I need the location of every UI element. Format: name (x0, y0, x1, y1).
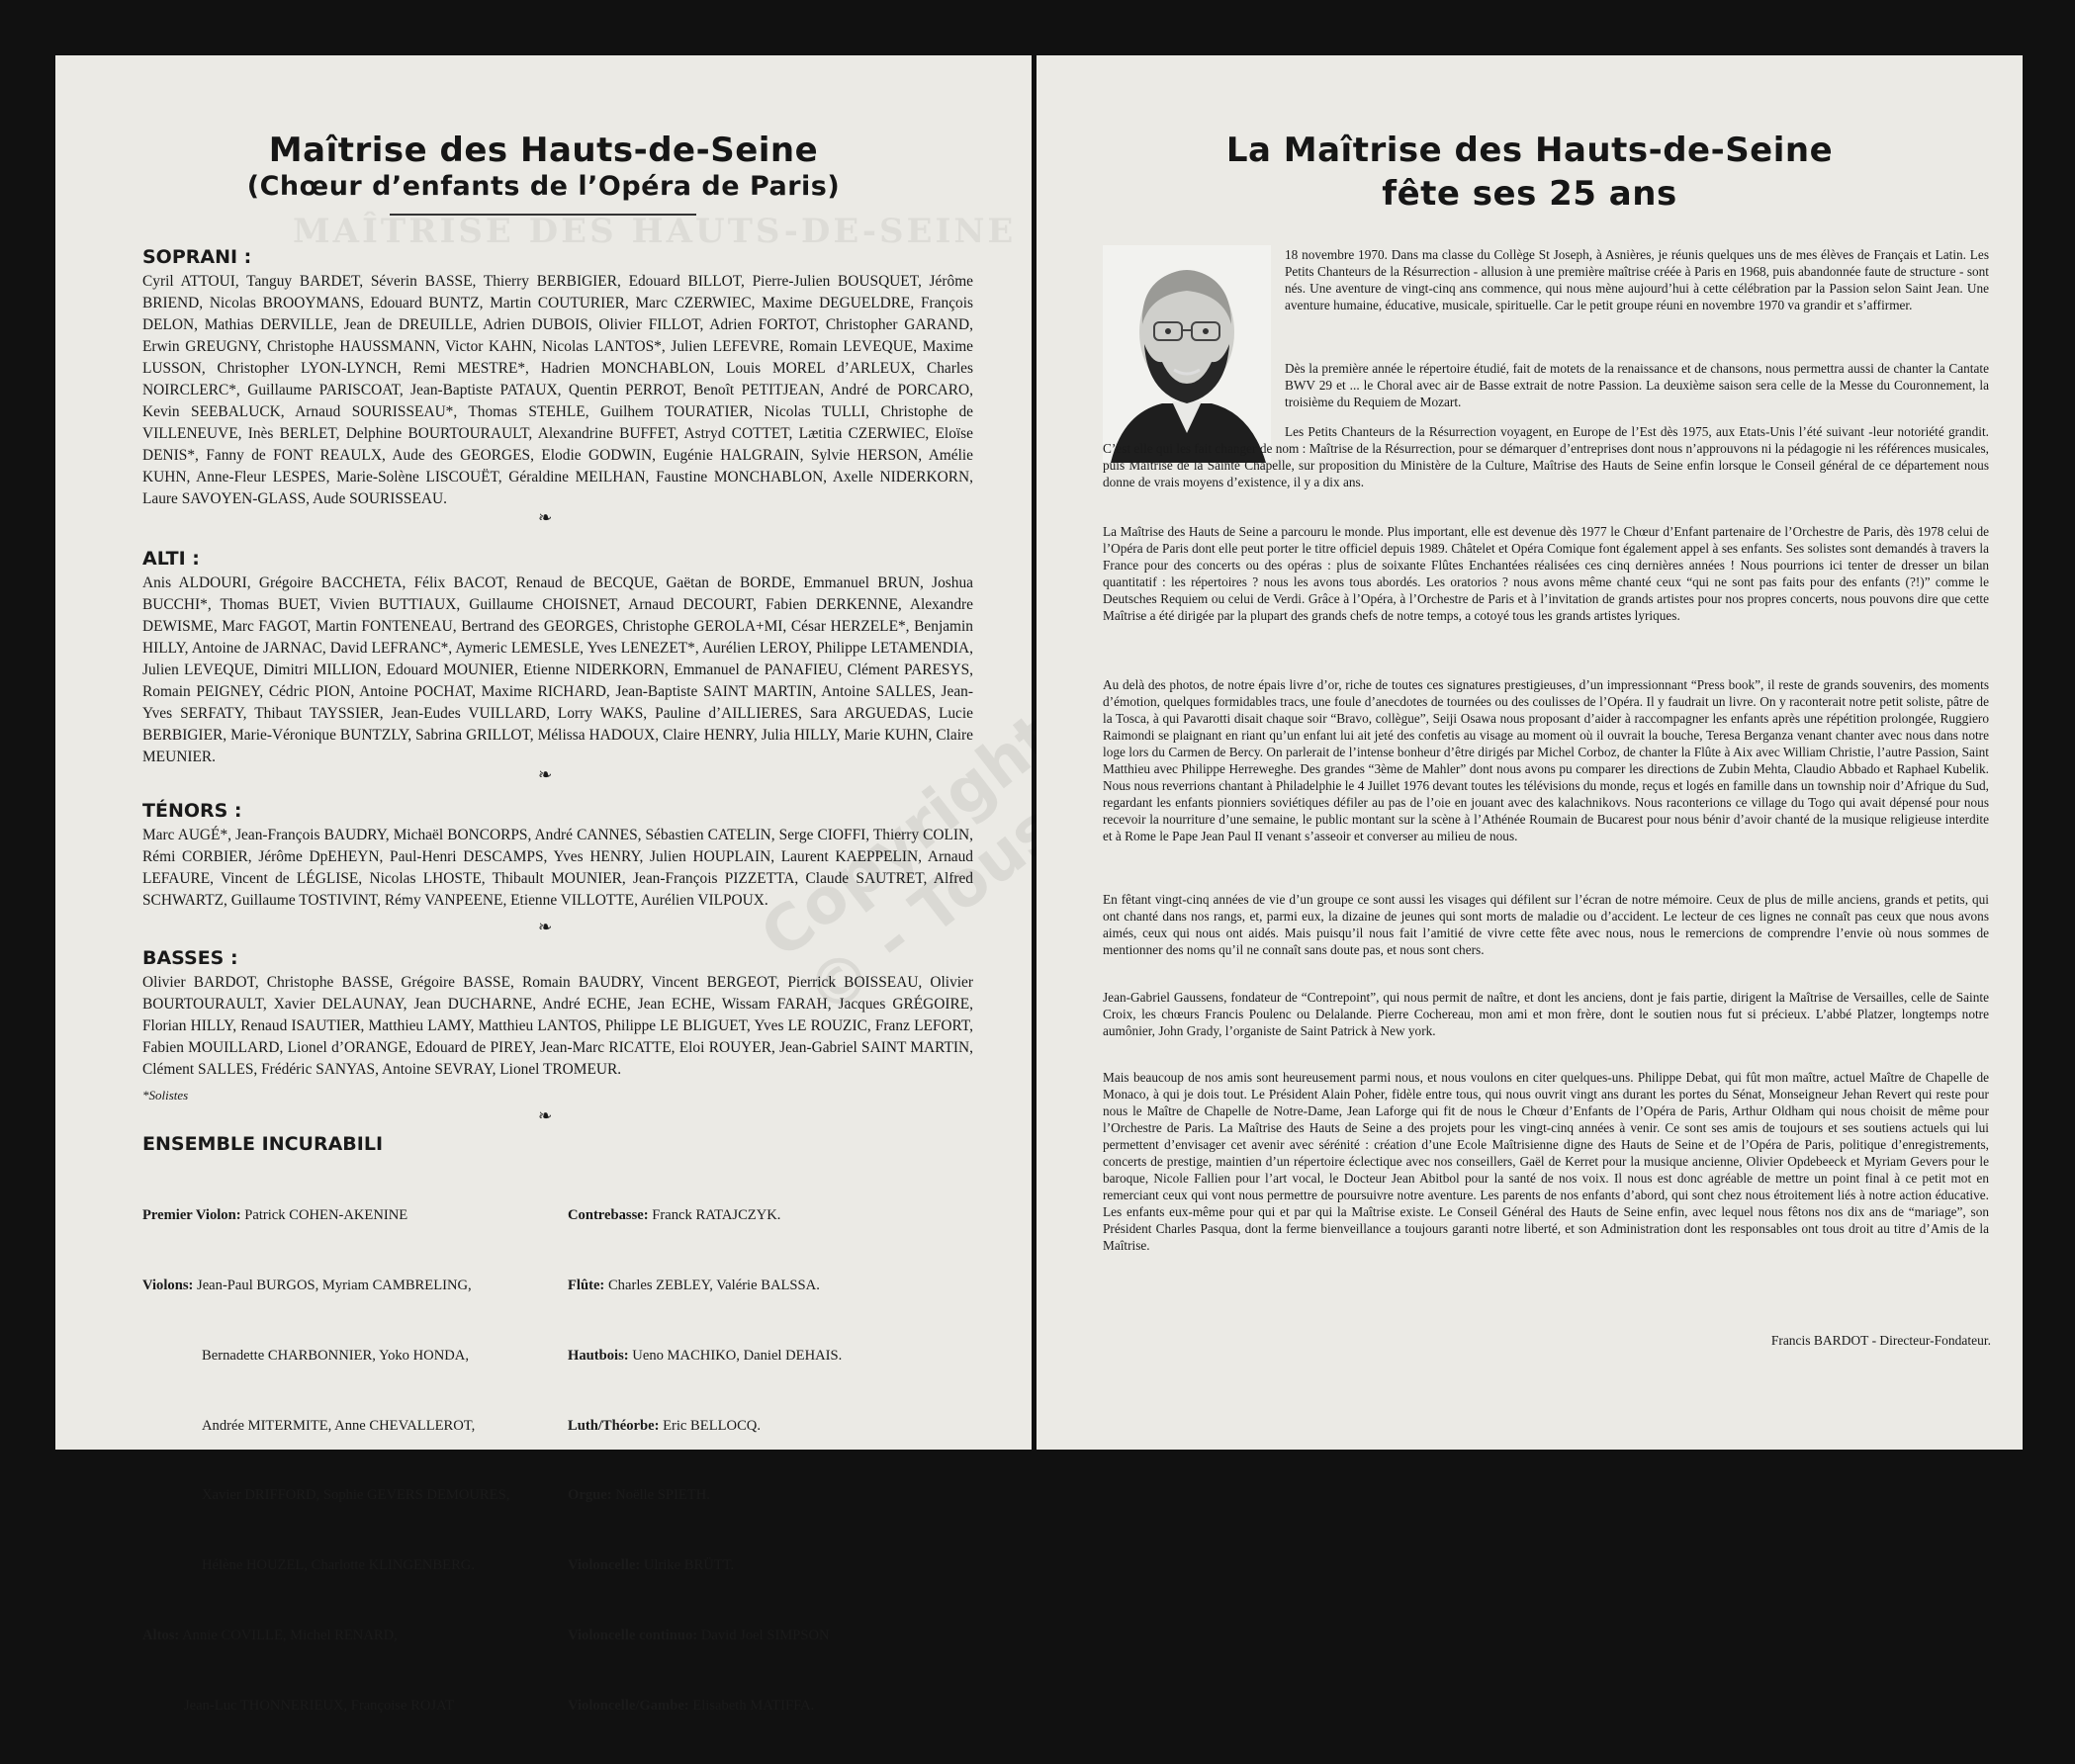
basses-heading: BASSES : (142, 947, 238, 969)
page-title: Maîtrise des Hauts-de-Seine (268, 131, 819, 170)
ensemble-row: Luth/Théorbe: Eric BELLOCQ. (568, 1417, 761, 1434)
soprani-heading: SOPRANI : (142, 246, 252, 268)
basses-list: Olivier BARDOT, Christophe BASSE, Grégoire BASSE, Romain BAUDRY, Vincent BERGEOT, Pierrick BOISSEAU, Olivier BOURTOURAULT, Xavier DELAUNAY, Jean DUCHARNE, André ECHE, Jean ECHE, Wissam FARAH, Jacques GRÉGOIRE, Florian HILLY, Renaud ISAUTIER, Matthieu LAMY, Matthieu LANTOS, Philippe LE BLIGUET, Yves LE ROUZIC, Franz LEFORT, Fabien MOUILLARD, Lionel d’ORANGE, Edouard de PIREY, Jean-Marc RICATTE, Eloi ROUYER, Jean-Gabriel SAINT MARTIN, Clément SALLES, Frédéric SANYAS, Antoine SEVRAY, Lionel TROMEUR. (142, 974, 973, 1078)
alti-list: Anis ALDOURI, Grégoire BACCHETA, Félix BACOT, Renaud de BECQUE, Gaëtan de BORDE, Emmanuel BRUN, Joshua BUCCHI*, Thomas BUET, Vivien BUTTIAUX, Guillaume CHOISNET, Arnaud DECOURT, Fabien DERKENNE, Alexandre DEWISME, Marc FAGOT, Martin FONTENEAU, Bertrand des GEORGES, Christophe GEROLA+MI, César HERZELE*, Benjamin HILLY, Antoine de JARNAC, David LEFRANC*, Aymeric LEMESLE, Yves LENEZET*, Aurélien LEROY, Philippe LETAMENDIA, Julien LEVEQUE, Dimitri MILLION, Edouard MOUNIER, Etienne NIDERKORN, Emmanuel de PANAFIEU, Clément PARESYS, Romain PEIGNEY, Cédric PION, Antoine POCHAT, Maxime RICHARD, Jean-Baptiste SAINT MARTIN, Antoine SALLES, Jean-Yves SERFATY, Thibaut TAYSSIER, Jean-Eudes VUILLARD, Lorry WAKS, Pauline d’AILLIERES, Sara ARGUEDAS, Lucie BERBIGIER, Marie-Véronique BUNTZLY, Sabrina GRILLOT, Mélissa HADOUX, Claire HENRY, Julia HILLY, Marie KUHN, Claire MEUNIER. (142, 574, 973, 765)
paragraph: Dès la première année le répertoire étudié, fait de motets de la renaissance et de chansons, nous permettra aussi de chanter la Cantate BWV 29 et ... le Choral avec air de Basse extrait de notre Passion. La deuxième saison sera celle de la Messe du Couronnement, la troisième du Requiem de Mozart. (1285, 361, 1989, 409)
solistes-note: *Solistes (142, 1088, 189, 1102)
left-page (55, 55, 1070, 1714)
ensemble-right-column (568, 1158, 842, 1764)
ensemble-row: Orgue: Noëlle SPIETH. (568, 1487, 710, 1504)
title-rule (390, 214, 696, 216)
ornament-fleuron: ❧ (538, 918, 553, 936)
tenors-list: Marc AUGÉ*, Jean-François BAUDRY, Michaël BONCORPS, André CANNES, Sébastien CATELIN, Serge CIOFFI, Thierry COLIN, Rémi CORBIER, Jérôme DpEHEYN, Paul-Henri DESCAMPS, Yves HENRY, Julien HOUPLAIN, Laurent KAEPPELIN, Arnaud LEFAURE, Vincent de LÉGLISE, Nicolas LHOSTE, Thibault MOUNIER, Jean-François PIZZETTA, Claude SAUTRET, Alfred SCHWARTZ, Guillaume TOSTIVINT, Rémy VANPEENE, Etienne VILLOTTE, Aurélien VILPOUX. (142, 827, 973, 909)
ensemble-left-column (142, 1158, 509, 1764)
ensemble-row: Hautbois: Ueno MACHIKO, Daniel DEHAIS. (568, 1347, 843, 1364)
paragraph: La Maîtrise des Hauts de Seine a parcouru le monde. Plus important, elle est devenue dès 1977 le Chœur d’Enfant partenaire de l’Orchestre de Paris, dès 1978 celui de l’Opéra de Paris dont elle peut porter le titre officiel depuis 1989. Châtelet et Opéra Comique font également appel à ses enfants. Ses solistes sont demandés à travers la France pour des concerts ou des opéras : plus de soixante Flûtes Enchantées réalisées ces cinq dernières années ! Nous pourrions ici tenter de dresser un bilan quantitatif : les répertoires ? nous les avons tous abordés. Les oratorios ? nous avons même chanté ceux “qui ne sont pas faits pour des enfants (?!)” comme le Deutsches Requiem ou celui de Verdi. Grâce à l’Opéra, à l’Orchestre de Paris et à l’invitation de grands artistes pour nos propres concerts, nous pouvons dire que cette Maîtrise a été dirigée par la plupart des grands chefs de notre temps, a cotoyé tous les grands artistes lyriques. (1103, 524, 1989, 623)
ornament-fleuron: ❧ (538, 765, 553, 784)
ensemble-row: Hélène HOUZEL, Charlotte KLINGENBERG. (202, 1557, 475, 1574)
paragraph: Mais beaucoup de nos amis sont heureusement parmi nous, et nous voulons en citer quelques-uns. Philippe Debat, qui fût mon maître, actuel Maître de Chapelle de Monaco, à qui je dois tout. Le Président Alain Poher, fidèle entre tous, qui nous ouvrit vingt ans durant les portes du Sénat, Monseigneur Jehan Revert qui reste pour nous le Maître de Chapelle de Notre-Dame, Jean Laforge qui fit de nous le Chœur d’Enfants de l’Opéra de Paris, Arthur Oldham qui nous choisit de même pour l’Orchestre de Paris. La Maîtrise des Hauts de Seine a des projets pour les vingt-cinq années à venir. Ce sont ses amis de toujours et ses soutiens actuels qui lui permettent d’envisager cet avenir avec sérénité : création d’une Ecole Maîtrisienne digne des Hauts de Seine et de l’Opéra de Paris, politique d’enregistrements, concerts de prestige, maintien d’un répertoire éclectique avec nos conseillers, Gaël de Kerret pour la musique ancienne, Olivier Opdebeeck et Myriam Gevers pour le baroque, Nicole Fallien pour l’art vocal, le Docteur Jean Abitbol pour la santé de nos voix. Il nous est donc agréable de mettre un point final à ce petit mot en remerciant ceux qui vont nous permettre de poursuivre notre aventure. Les parents de nos enfants d’abord, qui sont chez nous étroitement liés à notre action éducative. Les enfants eux-même pour qui et par qui la Maîtrise existe. Le Conseil Général des Hauts de Seine enfin, avec lequel nous fêtons nos dix ans de “mariage”, son Président Charles Pasqua, dont la ferme bienveillance a toujours garanti notre liberté, et son Administration dont les responsables ont tous droit au titre d’Amis de la Maîtrise. (1103, 1070, 1989, 1253)
ensemble-row: Violons: Jean-Paul BURGOS, Myriam CAMBRELING, (142, 1277, 472, 1293)
ensemble-row: Flûte: Charles ZEBLEY, Valérie BALSSA. (568, 1277, 820, 1293)
ensemble-row: Altos: Annie COVILLE, Michel RENARD, (142, 1627, 398, 1643)
ensemble-row: Xavier DRIFFORD, Sophie GEVERS DEMOURES, (202, 1487, 510, 1504)
ensemble-row: Premier Violon: Patrick COHEN-AKENINE (142, 1207, 408, 1224)
article-subtitle: fête ses 25 ans (1382, 174, 1677, 214)
alti-heading: ALTI : (142, 548, 200, 570)
article-title: La Maîtrise des Hauts-de-Seine (1225, 131, 1834, 170)
ensemble-row: Violoncelle continuo: David Joel SIMPSON (568, 1627, 830, 1643)
ornament-fleuron: ❧ (538, 1106, 553, 1125)
soprani-list: Cyril ATTOUI, Tanguy BARDET, Séverin BASSE, Thierry BERBIGIER, Edouard BILLOT, Pierre-Julien BOUSQUET, Jérôme BRIEND, Nicolas BROOYMANS, Edouard BUNTZ, Martin COUTURIER, Marc CZERWIEC, Maxime DEGUELDRE, François DELON, Mathias DERVILLE, Jean de DREUILLE, Adrien DUBOIS, Olivier FILLOT, Adrien FORTOT, Christopher GARAND, Erwin GREUGNY, Christophe HAUSSMANN, Victor KAHN, Nicolas LANTOS*, Julien LEFEVRE, Romain LEVEQUE, Maxime LUSSON, Christopher LYON-LYNCH, Remi MESTRE*, Hadrien MONCHABLON, Louis MOREL d’ARLEUX, Charles NOIRCLERC*, Guillaume PARISCOAT, Jean-Baptiste PATAUX, Quentin PERROT, Benoît PETITJEAN, André de PORCARO, Kevin SEEBALUCK, Arnaud SOURISSEAU*, Thomas STEHLE, Guilhem TOURATIER, Nicolas TULLI, Christophe de VILLENEUVE, Inès BERLET, Delphine BOURTOURAULT, Alexandrine BUFFET, Astryd COTTET, Lætitia CZERWIEC, Eloïse DENIS*, Fanny de FONT REAULX, Aude des GEORGES, Elodie GODWIN, Eugénie HALGRAIN, Sylvie HERSON, Amélie KUHN, Anne-Fleur LESPES, Marie-Solène LISCOUËT, Géraldine MEILHAN, Faustine MONCHABLON, Axelle NIDERKORN, Laure SAVOYEN-GLASS, Aude SOURISSEAU. (142, 273, 973, 507)
ensemble-row: Violoncelle: Ulrike BRÜTT. (568, 1557, 735, 1574)
right-page (1037, 55, 2023, 1450)
copyright-watermark: Copyright © - Tous (748, 700, 1070, 1031)
paragraph: Jean-Gabriel Gaussens, fondateur de “Contrepoint”, qui nous permit de naître, et dont les anciens, dont je fais partie, dirigent la Maîtrise de Versailles, celle de Sainte Croix, les chœurs Francis Poulenc ou Delalande. Pierre Cochereau, mon ami et mon frère, dont le soutien nous fut si précieux. L’abbé Platzer, longtemps notre aumônier, John Grady, l’organiste de Saint Patrick à New york. (1103, 990, 1989, 1038)
ensemble-row: Contrebasse: Franck RATAJCZYK. (568, 1207, 781, 1224)
ensemble-row: Jean-Luc THONNERIEUX, Françoise ROJAT (184, 1697, 454, 1714)
page-subtitle: (Chœur d’enfants de l’Opéra de Paris) (246, 171, 841, 202)
tenors-heading: TÉNORS : (142, 800, 242, 822)
paragraph: Au delà des photos, de notre épais livre d’or, riche de toutes ces signatures prestigieuses, d’un impressionnant “Press book”, il reste de grands souvenirs, des moments d’émotion, quelques formidables tracs, une foule d’anecdotes de tournées ou des coulisses de l’Opéra. Il y faudrait un livre. On y raconterait notre petit soliste, pâtre de la Tosca, à qui Pavarotti disait chaque soir “Bravo, collègue”, Seiji Osawa nous proposant d’aider à raccompagner les enfants après une répétition prolongée, Ruggiero Raimondi se plaignant en riant qu’un enfant lui ait jeté des confetis au visage au moment où il ouvrait la bouche, Teresa Berganza venant chanter avec nous dans notre loge lors du Carmen de Bercy. On parlerait de l’intense bonheur d’être dirigés par Michel Corboz, de chanter la Flûte à Aix avec William Christie, l’autre Passion, Saint Matthieu avec Philippe Herreweghe. Des grandes “3ème de Mahler” dont nous avons pu comparer les directions de Zubin Mehta, Claudio Abbado et Raphael Kubelik. Nous nous reverrions chantant à Philadelphie le 4 Juillet 1976 devant toutes les télévisions du monde, reçus et logés en famille dans un township noir d’Afrique du Sud, regardant les enfants pionniers soviétiques défiler au pas de l’oie en jouant avec des kalachnikovs. Nous raconterions ce village du Togo qui avait dépensé pour nous recevoir la nourriture d’une semaine, le public montant sur la scène à l’Athénée Roumain de Bucarest pour nous bénir d’avoir chanté de la musique religieuse interdite et à Rome le Pape Jean Paul II venant s’asseoir et converser au milieu de nous. (1103, 677, 1989, 843)
ensemble-row: Andrée MITERMITE, Anne CHEVALLEROT, (202, 1417, 476, 1434)
paragraph: 18 novembre 1970. Dans ma classe du Collège St Joseph, à Asnières, je réunis quelques uns de mes élèves de Français et Latin. Les Petits Chanteurs de la Résurrection - allusion à une première maîtrise créée à Paris en 1968, puis abandonnée faute de structure - sont nés. Une aventure de vingt-cinq ans commence, qui nous mène aujourd’hui à cette célébration par la Passion selon Saint Jean. Une aventure humaine, éducative, musicale, spirituelle. Car le petit groupe réuni en novembre 1970 va grandir et s’affirmer. (1285, 247, 1989, 312)
ensemble-heading: ENSEMBLE INCURABILI (142, 1133, 384, 1155)
paragraph: En fêtant vingt-cinq années de vie d’un groupe ce sont aussi les visages qui défilent sur l’écran de notre mémoire. Ceux de plus de mille anciens, grands et petits, qui ont chanté dans nos rangs, et, parmi eux, la dizaine de jeunes qui sont morts de maladie ou d’accident. Le lecteur de ces lignes ne connaît pas ceux que nous avons aimés, ceux qui nous ont aidés. Mais puisqu’il nous fait l’amitié de vivre cette fête avec nous, nous le remercions de comprendre l’envie où nous sommes de mentionner des noms qu’il ne connaît sans doute pas, et nous sont chers. (1103, 892, 1989, 957)
ensemble-row: Bernadette CHARBONNIER, Yoko HONDA, (202, 1347, 469, 1364)
ensemble-row: Violoncelle/Gambe: Elisabeth MATIFFA. (568, 1697, 815, 1714)
signature: Francis BARDOT - Directeur-Fondateur. (1770, 1333, 1991, 1348)
ornament-fleuron: ❧ (538, 508, 553, 527)
show-through-text: MAÎTRISE DES HAUTS-DE-SEINE (293, 212, 1017, 251)
paragraph: Les Petits Chanteurs de la Résurrection voyagent, en Europe de l’Est dès 1975, aux Etats-Unis l’été suivant -leur notoriété grandit. C’est elle qui les fait changer de nom : Maîtrise de la Résurrection, pour se démarquer d’entreprises dont nous n’approuvons ni la pédagogie ni les références musicales, puis Maîtrise de la Sainte Chapelle, sur proposition du Ministère de la Culture, Maîtrise des Hauts de Seine enfin lorsque le Conseil général de ce département nous donne de vrais moyens d’existence, il y a dix ans. (1103, 424, 1989, 489)
